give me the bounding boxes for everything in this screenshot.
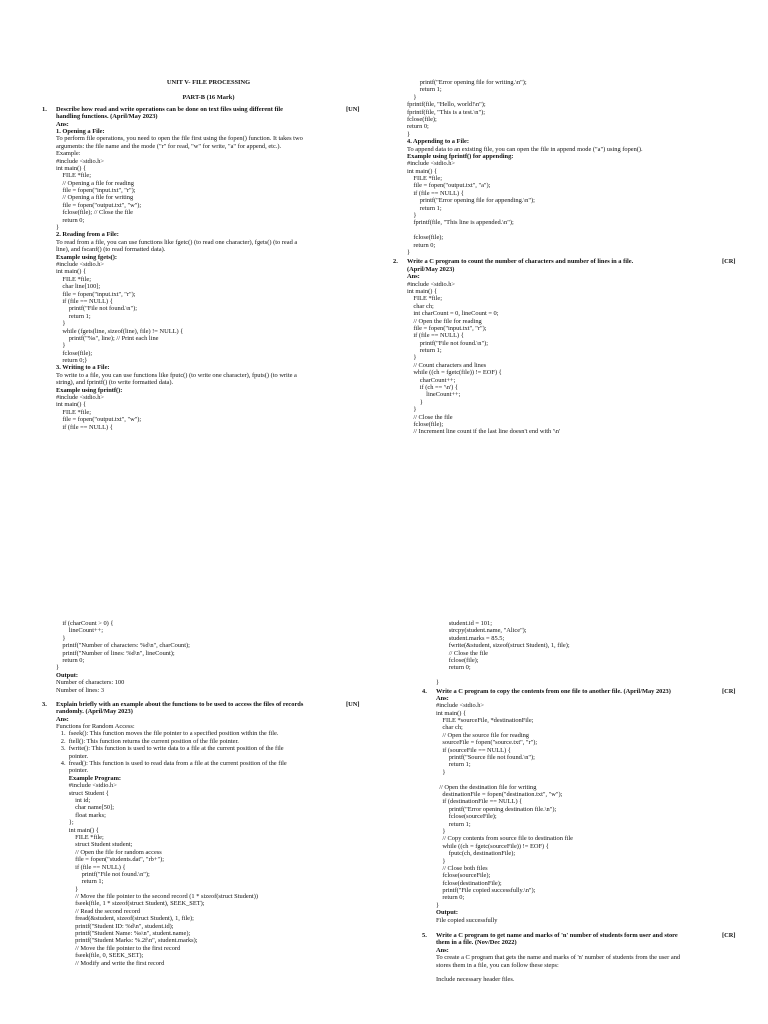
text-line: if (charCount > 0) { xyxy=(56,620,114,627)
text-line: student.id = 101; xyxy=(436,620,492,627)
text-line: if (ch == '\n') { xyxy=(407,384,458,392)
text-line: printf("Number of characters: %d\n", charCount); xyxy=(56,642,190,650)
text-line: while ((ch = fgetc(sourceFile)) != EOF) { xyxy=(436,842,549,850)
unit-heading: UNIT V- FILE PROCESSING xyxy=(166,79,251,86)
text-line: while (fgets(line, sizeof(line), file) != NULL) { xyxy=(56,327,184,335)
answer-continued xyxy=(56,620,361,694)
text-line: int main() { xyxy=(407,167,438,175)
answer-continued xyxy=(407,79,712,256)
text-line: return 1; xyxy=(436,820,471,828)
text-line: FILE *file; xyxy=(56,172,91,180)
question-title: Write a C program to copy the contents from one file to another file. (April/May 2023) xyxy=(436,687,671,695)
text-line: struct Student student; xyxy=(56,841,133,849)
question-3 xyxy=(42,700,361,967)
page1-right-column xyxy=(393,79,736,436)
answer-continued xyxy=(436,620,726,687)
text-line: if (file == NULL) { xyxy=(56,863,126,871)
text-line: char name[50]; xyxy=(56,804,115,812)
text-line: fseek(file, 0, SEEK_SET); xyxy=(56,952,144,960)
question-title: Describe how read and write operations can be done on text files using different file xyxy=(56,105,283,113)
text-line: file = fopen("input.txt", "r"); xyxy=(56,290,136,298)
text-line: #include <stdio.h> xyxy=(407,280,456,288)
text-line: strcpy(student.name, "Alice"); xyxy=(436,627,527,635)
text-line: sourceFile = fopen("source.txt", "r"); xyxy=(436,739,538,747)
text-line: // Count characters and lines xyxy=(407,361,487,369)
text-line: printf("File not found.\n"); xyxy=(56,870,150,878)
question-title: randomly. (April/May 2023) xyxy=(56,708,133,716)
text-line: fputc(ch, destinationFile); xyxy=(436,850,516,858)
text-line: file = fopen("output.txt", "a"); xyxy=(407,182,491,190)
text-line: while ((ch = fgetc(file)) != EOF) { xyxy=(407,369,502,377)
text-line: printf("Error opening file for writing.\n"); xyxy=(407,79,527,86)
text-line: return 0; xyxy=(407,123,429,131)
answer-body xyxy=(56,121,361,431)
text-line: FILE *file; xyxy=(56,275,91,283)
text-line: string), and fprintf() (to write formatted data). xyxy=(56,379,174,387)
text-line: // Close both files xyxy=(436,864,488,872)
text-line: FILE *file; xyxy=(56,833,104,841)
text-line: FILE *file; xyxy=(56,408,91,416)
text-line: student.marks = 85.5; xyxy=(436,634,505,642)
text-line: } xyxy=(407,406,417,414)
text-line: lineCount++; xyxy=(407,391,461,399)
text-line: 4. Appending to a File: xyxy=(407,138,469,146)
text-line: } xyxy=(56,320,66,328)
text-line: To perform file operations, you need to open the file first using the fopen() function. It takes two xyxy=(56,135,303,143)
text-line: // Copy contents from source file to destination file xyxy=(436,835,574,843)
question-title: Write a C program to count the number of characters and number of lines in a file. xyxy=(407,258,634,266)
text-line: // Close the file xyxy=(436,649,489,657)
text-line: Ans: xyxy=(56,715,69,723)
text-line: 2. ftell(): This function returns the current position of the file pointer. xyxy=(56,737,239,745)
text-line: } xyxy=(407,130,411,138)
text-line: return 1; xyxy=(407,86,442,94)
answer-body xyxy=(436,695,726,924)
text-line: int main() { xyxy=(436,709,467,717)
text-line: To append data to an existing file, you can open the file in append mode ("a") using fopen(). xyxy=(407,145,643,153)
text-line: // Open the source file for reading xyxy=(436,731,529,739)
text-line: #include <stdio.h> xyxy=(56,260,105,268)
text-line: // Open the destination file for writing xyxy=(436,783,537,791)
text-line: } xyxy=(407,398,423,406)
text-line: // Modify and write the first record xyxy=(56,959,165,967)
text-line: // Opening a file for writing xyxy=(56,194,134,202)
question-title: handling functions. (April/May 2023) xyxy=(56,113,158,121)
text-line: return 0;} xyxy=(56,357,88,365)
text-line xyxy=(436,672,726,679)
question-2 xyxy=(393,258,736,436)
question-tag: [UN] xyxy=(346,105,360,113)
text-line: fprintf(file, "This is a test.\n"); xyxy=(407,108,485,116)
question-number: 1. xyxy=(42,105,47,113)
text-line: fclose(sourceFile); xyxy=(436,872,491,880)
text-line: printf("Source file not found.\n"); xyxy=(436,754,535,762)
question-5 xyxy=(422,932,736,984)
text-line: printf("Student Marks: %.2f\n", student.marks); xyxy=(56,937,198,945)
text-line: if (sourceFile == NULL) { xyxy=(436,746,511,754)
text-line: charCount++; xyxy=(407,376,456,384)
question-number: 5. xyxy=(422,932,427,940)
text-line: // Open the file for random access xyxy=(56,848,162,856)
text-line: // Increment line count if the last line doesn't end with '\n' xyxy=(407,428,561,436)
text-line: fseek(file, 1 * sizeof(struct Student), SEEK_SET); xyxy=(56,900,205,908)
text-line: #include <stdio.h> xyxy=(56,782,117,790)
text-line: } xyxy=(407,212,417,220)
text-line: printf("Error opening destination file.\n"); xyxy=(436,805,557,813)
text-line: } xyxy=(407,93,417,101)
text-line: return 0; xyxy=(436,664,471,672)
text-line: printf("File not found.\n"); xyxy=(56,305,138,313)
text-line xyxy=(436,969,726,976)
text-line: } xyxy=(407,248,411,256)
text-line: file = fopen("input.txt", "r"); xyxy=(56,187,136,195)
text-line xyxy=(407,227,712,234)
text-line: Example: xyxy=(56,150,81,158)
text-line: // Opening a file for reading xyxy=(56,179,134,187)
text-line: int main() { xyxy=(56,268,87,276)
text-line: Example Program: xyxy=(56,774,122,782)
text-line: Example using fprintf() for appending: xyxy=(407,152,514,160)
question-4 xyxy=(422,687,736,925)
text-line: int main() { xyxy=(56,164,87,172)
text-line: Ans: xyxy=(436,694,449,702)
question-tag: [UN] xyxy=(346,700,360,708)
text-line: return 0; xyxy=(407,241,436,249)
text-line: return 1; xyxy=(436,761,471,769)
text-line: 3. Writing to a File: xyxy=(56,364,110,372)
text-line: fprintf(file, "Hello, world!\n"); xyxy=(407,101,486,109)
text-line: printf("Number of lines: %d\n", lineCount); xyxy=(56,649,175,657)
text-line: // Close the file xyxy=(407,413,453,421)
text-line: printf("Student Name: %s\n", student.name); xyxy=(56,930,191,938)
text-line: return 0; xyxy=(436,894,465,902)
answer-body xyxy=(436,947,726,984)
text-line: float marks; xyxy=(56,811,106,819)
text-line: return 0; xyxy=(56,216,85,224)
text-line: } xyxy=(407,354,417,362)
text-line: // Move the file pointer to the second record (1 * sizeof(struct Student)) xyxy=(56,893,258,901)
text-line: line), and fscanf() (to read formatted data). xyxy=(56,246,166,254)
text-line: fclose(destinationFile); xyxy=(436,879,502,887)
text-line: Output: xyxy=(436,909,459,917)
text-line: #include <stdio.h> xyxy=(56,394,105,402)
text-line: 1. fseek(): This function moves the file pointer to a specified position within the file. xyxy=(56,730,279,738)
text-line: int main() { xyxy=(56,401,87,409)
text-line: int id; xyxy=(56,796,91,804)
text-line: return 1; xyxy=(407,204,442,212)
text-line: FILE *file; xyxy=(407,295,442,303)
text-line: Output: xyxy=(56,671,79,679)
text-line: file = fopen("students.dat", "rb+"); xyxy=(56,856,164,864)
text-line: } xyxy=(56,342,66,350)
text-line: #include <stdio.h> xyxy=(407,160,456,168)
text-line: } xyxy=(436,901,440,909)
text-line: } xyxy=(436,768,446,776)
text-line: if (file == NULL) { xyxy=(407,332,464,340)
text-line: // Read the second record xyxy=(56,907,141,915)
text-line xyxy=(436,776,726,783)
question-tag: [CR] xyxy=(722,258,736,266)
question-title: Explain briefly with an example about the functions to be used to access the files of records xyxy=(56,700,304,708)
text-line: struct Student { xyxy=(56,789,109,797)
text-line: stores them in a file, you can follow these steps: xyxy=(436,961,559,969)
text-line: arguments: the file name and the mode ("r" for read, "w" for write, "a" for append, etc.). xyxy=(56,142,282,150)
page1-left-column xyxy=(42,79,361,431)
text-line: Example using fgets(): xyxy=(56,253,118,261)
text-line: Ans: xyxy=(436,946,449,954)
text-line: Ans: xyxy=(56,120,69,128)
question-title: Write a C program to get name and marks of 'n' number of students form user and store xyxy=(436,932,678,940)
text-line: fclose(file); // Close the file xyxy=(56,209,134,217)
text-line: printf("%s", line); // Print each line xyxy=(56,334,159,342)
text-line: fwrite(&student, sizeof(struct Student), 1, file); xyxy=(436,642,570,650)
text-line: } xyxy=(56,224,60,232)
text-line: int charCount = 0, lineCount = 0; xyxy=(407,310,499,318)
question-number: 4. xyxy=(422,687,427,695)
text-line: file = fopen("output.txt", "w"); xyxy=(56,416,142,424)
text-line: return 1; xyxy=(407,347,442,355)
question-title: (April/May 2023) xyxy=(407,265,455,273)
text-line: if (file == NULL) { xyxy=(407,189,464,197)
text-line: } xyxy=(436,827,446,835)
question-1 xyxy=(42,105,361,431)
text-line: } xyxy=(436,857,446,865)
text-line: if (file == NULL) { xyxy=(56,423,113,431)
text-line: printf("Error opening file for appending.\n"); xyxy=(407,197,535,205)
text-line: Example using fprintf(): xyxy=(56,386,123,394)
text-line: return 1; xyxy=(56,878,104,886)
text-line: printf("Student ID: %d\n", student.id); xyxy=(56,922,174,930)
text-line: }; xyxy=(56,819,74,827)
text-line: file = fopen("output.txt", "w"); xyxy=(56,201,142,209)
text-line: FILE *file; xyxy=(407,175,442,183)
question-tag: [CR] xyxy=(722,932,736,940)
text-line: return 0; xyxy=(56,656,85,664)
text-line: Include necessary header files. xyxy=(436,976,515,984)
text-line: Ans: xyxy=(407,273,420,281)
text-line: fprintf(file, "This line is appended.\n"); xyxy=(407,219,514,227)
text-line: printf("File not found.\n"); xyxy=(407,339,489,347)
text-line: To write to a file, you can use functions like fputc() (to write one character), fputs() (to write a xyxy=(56,371,297,379)
text-line: if (file == NULL) { xyxy=(56,297,113,305)
text-line: // Open the file for reading xyxy=(407,317,482,325)
text-line: To create a C program that gets the name and marks of 'n' number of students from the user and xyxy=(436,954,681,962)
text-line: fclose(sourceFile); xyxy=(436,813,497,821)
text-line: fclose(file); xyxy=(407,115,437,123)
text-line: file = fopen("input.txt", "r"); xyxy=(407,324,487,332)
text-line: // Move the file pointer to the first record xyxy=(56,944,181,952)
text-line: if (destinationFile == NULL) { xyxy=(436,798,523,806)
text-line: return 1; xyxy=(56,312,91,320)
text-line: } xyxy=(56,634,66,642)
text-line: 2. Reading from a File: xyxy=(56,231,119,239)
text-line: int main() { xyxy=(407,287,438,295)
text-line: 1. Opening a File: xyxy=(56,127,105,135)
text-line: destinationFile = fopen("destination.txt", "w"); xyxy=(436,790,563,798)
page2-right-column xyxy=(422,620,736,984)
answer-body xyxy=(407,273,712,436)
text-line: File copied successfully xyxy=(436,916,498,924)
question-number: 3. xyxy=(42,700,47,708)
question-title: them in a file. (Nov/Dec 2022) xyxy=(436,939,517,947)
part-heading: PART-B (16 Mark) xyxy=(182,94,235,102)
text-line: lineCount++; xyxy=(56,627,103,635)
answer-body xyxy=(56,716,361,967)
text-line: } xyxy=(436,679,440,687)
text-line: FILE *sourceFile, *destinationFile; xyxy=(436,717,534,725)
text-line: printf("File copied successfully.\n"); xyxy=(436,887,536,895)
text-line: fread(&student, sizeof(struct Student), 1, file); xyxy=(56,915,194,923)
text-line: fclose(file); xyxy=(436,656,479,664)
text-line: fclose(file); xyxy=(56,349,93,357)
text-line: char line[100]; xyxy=(56,283,101,291)
text-line: pointer. xyxy=(56,752,89,760)
text-line: To read from a file, you can use functions like fgetc() (to read one character), fgets() (to read a xyxy=(56,238,298,246)
text-line: fclose(file); xyxy=(407,420,444,428)
text-line: #include <stdio.h> xyxy=(56,157,105,165)
question-number: 2. xyxy=(393,258,398,266)
text-line: Number of lines: 3 xyxy=(56,686,105,694)
page2-left-column xyxy=(42,620,361,967)
text-line: } xyxy=(56,664,60,672)
text-line: char ch; xyxy=(436,724,463,732)
text-line: 4. fread(): This function is used to read data from a file at the current position of the file xyxy=(56,760,287,768)
text-line: fclose(file); xyxy=(407,234,444,242)
text-line: Functions for Random Access: xyxy=(56,723,135,731)
text-line: pointer. xyxy=(56,767,89,775)
text-line: } xyxy=(56,885,79,893)
text-line: #include <stdio.h> xyxy=(436,702,485,710)
text-line: 3. fwrite(): This function is used to write data to a file at the current position of the file xyxy=(56,745,284,753)
text-line: Number of characters: 100 xyxy=(56,679,125,687)
text-line: int main() { xyxy=(56,826,99,834)
text-line: char ch; xyxy=(407,302,434,310)
question-tag: [CR] xyxy=(722,687,736,695)
